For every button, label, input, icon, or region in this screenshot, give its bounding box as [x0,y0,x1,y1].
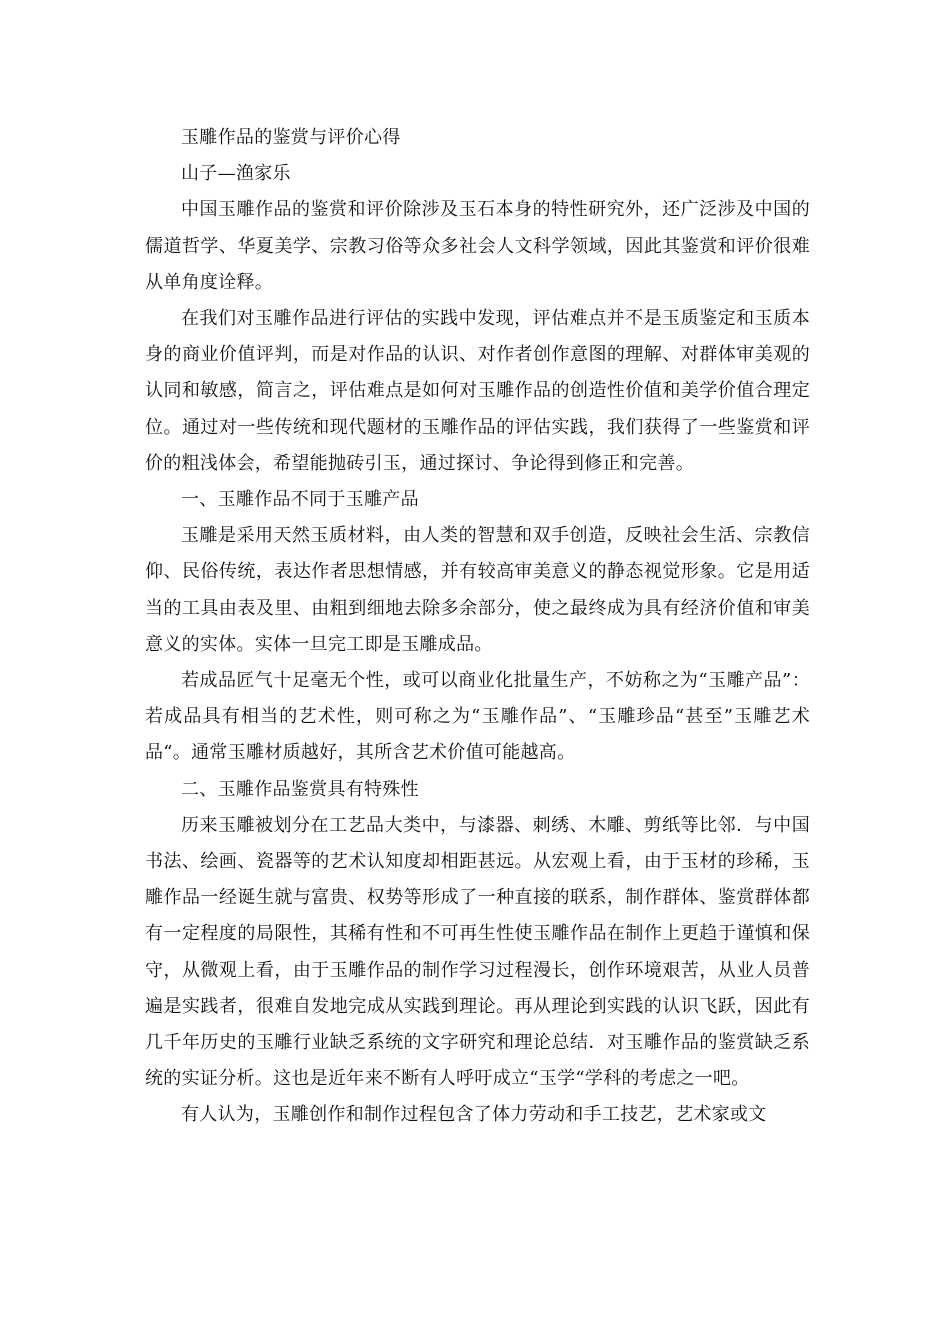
paragraph-appreciation-particularity: 历来玉雕被划分在工艺品大类中，与漆器、刺绣、木雕、剪纸等比邻．与中国书法、绘画、瓷器等的艺术认知度却相距甚远。从宏观上看，由于玉材的珍稀，玉雕作品一经诞生就与富贵、权势等形成了一种直接的联系，制作群体、鉴赏群体都有一定程度的局限性，其稀有性和不可再生性使玉雕作品在制作上更趋于谨慎和保守，从微观上看，由于玉雕作品的制作学习过程漫长，创作环境艰苦，从业人员普遍是实践者，很难自发地完成从实践到理论。再从理论到实践的认识飞跃，因此有几千年历史的玉雕行业缺乏系统的文字研究和理论总结．对玉雕作品的鉴赏缺乏系统的实证分析。这也是近年来不断有人呼吁成立“玉学“学科的考虑之一吧。 [145,814,810,1090]
document-subtitle: 山子—渔家乐 [181,163,291,185]
section-heading-2: 二、玉雕作品鉴赏具有特殊性 [181,778,419,800]
paragraph-product-vs-work: 若成品匠气十足毫无个性，或可以商业化批量生产，不妨称之为“玉雕产品”：若成品具有相当的艺术性，则可称之为“玉雕作品”、“玉雕珍品“甚至”玉雕艺术品“。通常玉雕材质越好，其所含艺术价值可能越高。 [145,670,810,764]
paragraph-continuation: 有人认为，玉雕创作和制作过程包含了体力劳动和手工技艺，艺术家或文 [181,1104,767,1126]
paragraph-jade-carving-definition: 玉雕是采用天然玉质材料，由人类的智慧和双手创造，反映社会生活、宗教信仰、民俗传统，表达作者思想情感，并有较高审美意义的静态视觉形象。它是用适当的工具由表及里、由粗到细地去除多余部分，使之最终成为具有经济价值和审美意义的实体。实体一旦完工即是玉雕成品。 [145,525,810,655]
document-title: 玉雕作品的鉴赏与评价心得 [181,127,401,148]
paragraph-evaluation-practice: 在我们对玉雕作品进行评估的实践中发现，评估难点并不是玉质鉴定和玉质本身的商业价值评判，而是对作品的认识、对作者创作意图的理解、对群体审美观的认同和敏感，简言之，评估难点是如何对玉雕作品的创造性价值和美学价值合理定位。通过对一些传统和现代题材的玉雕作品的评估实践，我们获得了一些鉴赏和评价的粗浅体会，希望能抛砖引玉，通过探讨、争论得到修正和完善。 [145,308,810,474]
paragraph-intro: 中国玉雕作品的鉴赏和评价除涉及玉石本身的特性研究外，还广泛涉及中国的儒道哲学、华夏美学、宗教习俗等众多社会人文科学领域，因此其鉴赏和评价很难从单角度诠释。 [145,199,810,293]
document-body [145,120,810,1134]
section-heading-1: 一、玉雕作品不同于玉雕产品 [181,489,419,511]
